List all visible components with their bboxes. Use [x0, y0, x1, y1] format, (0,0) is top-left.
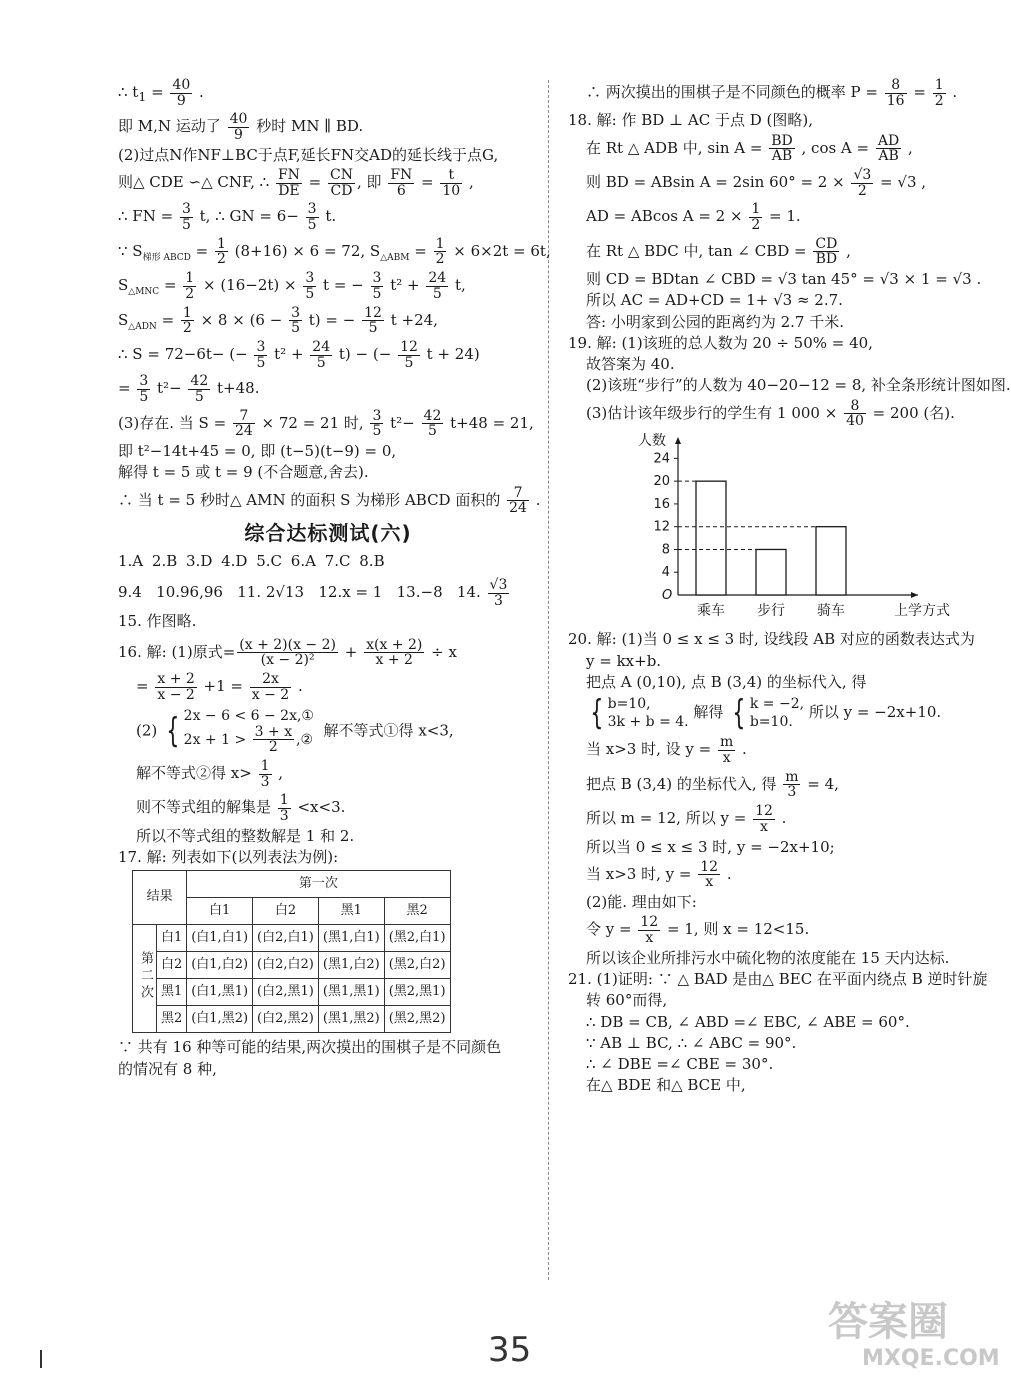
table-row-header: 白1	[156, 925, 186, 952]
table-col-header: 黑1	[318, 898, 384, 925]
table-cell: (黑1,白2)	[318, 952, 384, 979]
x-axis-label: 上学方式	[894, 603, 950, 619]
table-cell: (白2,白2)	[253, 952, 319, 979]
table-cell: (白2,黑2)	[253, 1006, 319, 1033]
bar-chart-svg	[568, 433, 950, 623]
table-cell: (白1,黑2)	[187, 1006, 253, 1033]
table-corner: 结果	[133, 871, 187, 925]
table-cell: (黑2,白2)	[384, 952, 450, 979]
answer-18-tan: 在 Rt △ BDC 中, tan ∠ CBD = $\frac{CD}{BD}$ ,	[586, 235, 851, 268]
table-cell: (白2,白1)	[253, 925, 319, 952]
line-similar: 则△ CDE ∽△ CNF, ∴ $\frac{FN}{DE}$ = $\frac{CN}{CD}$ , 即 $\frac{FN}{6}$ = $\frac{t}{10}$ ,	[118, 167, 474, 199]
left-column	[118, 77, 551, 1078]
table-cell: (黑1,黑2)	[318, 1006, 384, 1033]
answer-16-system: (2) { 2x − 6 < 6 − 2x,① 2x + 1 > $\frac{3 + x}{2}$ ,② 解不等式①得 x<3,	[136, 707, 454, 756]
edge-mark	[40, 1350, 42, 1368]
answer-19-line1: 19. 解: (1)该班的总人数为 20 ÷ 50% = 40,	[568, 333, 873, 352]
line-s-simplified: = $\frac{3}{5}$ t²− $\frac{42}{5}$ t+48.	[118, 373, 260, 405]
table-cell: (黑2,白1)	[384, 925, 450, 952]
answer-17-probability: ∴ 两次摸出的围棋子是不同颜色的概率 P = $\frac{8}{16}$ = $\frac{1}{2}$ .	[586, 77, 958, 109]
x-tick-label: 骑车	[817, 603, 845, 619]
answer-21-line4: ∵ AB ⊥ BC, ∴ ∠ ABC = 90°.	[586, 1033, 797, 1052]
bar-chart	[568, 433, 968, 627]
answer-21-line5: ∴ ∠ DBE =∠ CBE = 30°.	[586, 1055, 774, 1073]
y-tick-label: 20	[653, 474, 670, 490]
answer-19-line2: 故答案为 40.	[586, 355, 675, 374]
answer-18-intro: 18. 解: 作 BD ⊥ AC 于点 D (图略),	[568, 111, 814, 130]
table-cell: (白1,白2)	[187, 952, 253, 979]
bar-2	[756, 549, 786, 595]
page-number: 35	[488, 1330, 532, 1370]
table-col-header: 白1	[187, 898, 253, 925]
table-row	[133, 979, 451, 1006]
answer-18-ad: AD = ABcos A = 2 × $\frac{1}{2}$ = 1.	[586, 201, 801, 234]
table-col-header: 黑2	[384, 898, 450, 925]
table-cell: (白2,黑1)	[253, 979, 319, 1006]
table-row-group: 第二次	[133, 925, 157, 1033]
line-s-mnc: $S_{\triangle MNC}$ = $\frac{1}{2}$ × (16−2t) × $\frac{3}{5}$ t = − $\frac{3}{5}$ t² + $\frac{24}{5}$ t,	[118, 270, 466, 302]
answer-20-conclusion: 所以该企业所排污水中硫化物的浓度能在 15 天内达标.	[586, 948, 950, 967]
bar-1	[696, 481, 726, 595]
line-fn: ∴ FN = $\frac{3}{5}$ t, ∴ GN = 6− $\frac{3}{5}$ t.	[118, 201, 337, 234]
line-t1: ∴ $t_1$ = $\frac{40}{9}$ .	[118, 77, 204, 109]
table-col-header: 白2	[253, 898, 319, 925]
table-row-header: 黑1	[156, 979, 186, 1006]
table-cell: (黑1,黑1)	[318, 979, 384, 1006]
y-axis-arrow	[675, 437, 681, 444]
answer-21-line1: 21. (1)证明: ∵ △ BAD 是由△ BEC 在平面内绕点 B 逆时针旋	[568, 970, 988, 988]
answer-16-solution-set: 则不等式组的解集是 $\frac{1}{3}$ <x<3.	[136, 792, 346, 825]
column-divider	[548, 80, 549, 1280]
answer-20-part2: (2)能. 理由如下:	[586, 893, 697, 912]
line-conclusion: ∴ 当 t = 5 秒时△ AMN 的面积 S 为梯形 ABCD 面积的 $\frac{7}{24}$ .	[118, 484, 541, 517]
answer-19-line3: (2)该班“步行”的人数为 40−20−12 = 8, 补全条形统计图如图.	[586, 376, 1011, 395]
y-axis-label: 人数	[638, 433, 666, 449]
line-mn-parallel: 即 M,N 运动了 $\frac{40}{9}$ 秒时 MN ∥ BD.	[118, 111, 364, 144]
table-row-header: 白2	[156, 952, 186, 979]
answer-18-trig: 在 Rt △ ADB 中, sin A = $\frac{BD}{AB}$ , cos A = $\frac{AD}{AB}$ ,	[586, 132, 913, 165]
answer-21-line3: ∴ DB = CB, ∠ ABD =∠ EBC, ∠ ABE = 60°.	[586, 1012, 910, 1031]
answer-20-m: 所以 m = 12, 所以 y = $\frac{12}{x}$ .	[586, 803, 787, 835]
watermark-logo: 答案圈	[828, 1299, 948, 1345]
x-tick-label: 步行	[757, 603, 785, 619]
answer-20-summary1: 所以当 0 ≤ x ≤ 3 时, y = −2x+10;	[586, 837, 835, 856]
answer-21-line2: 转 60°而得,	[586, 991, 668, 1010]
answer-18-cd: 则 CD = BDtan ∠ CBD = √3 tan 45° = √3 × 1 = √3 .	[586, 270, 982, 289]
y-tick-label: 4	[661, 565, 670, 581]
answers-1-8: 1.A 2.B 3.D 4.D 5.C 6.A 7.C 8.B	[118, 551, 385, 570]
line-part2: (2)过点N作NF⊥BC于点F,延长FN交AD的延长线于点G,	[118, 145, 499, 164]
answer-15: 15. 作图略.	[118, 611, 197, 630]
line-quadratic: 即 t²−14t+45 = 0, 即 (t−5)(t−9) = 0,	[118, 442, 397, 460]
line-s-trapezoid: ∵ $S_{梯形 ABCD}$ = $\frac{1}{2}$ (8+16) × 6 = 72, $S_{\triangle ABM}$ = $\frac{1}{2}$ × 6×2t = 6t,	[118, 235, 551, 268]
line-s-adn: $S_{\triangle ADN}$ = $\frac{1}{2}$ × 8 × (6 − $\frac{3}{5}$ t) = − $\frac{12}{5}$ t +24,	[118, 304, 438, 337]
x-axis-arrow	[911, 592, 918, 598]
answer-18-conclusion: 答: 小明家到公园的距离约为 2.7 千米.	[586, 312, 844, 331]
table-cell: (黑2,黑2)	[384, 1006, 450, 1033]
answer-20-summary2: 当 x>3 时, y = $\frac{12}{x}$ .	[586, 858, 732, 891]
answer-20-line1: 20. 解: (1)当 0 ≤ x ≤ 3 时, 设线段 AB 对应的函数表达式为	[568, 630, 975, 649]
table-cell: (白1,黑1)	[187, 979, 253, 1006]
answer-17-intro: 17. 解: 列表如下(以列表法为例):	[118, 848, 339, 867]
y-tick-label: 16	[653, 496, 670, 512]
y-tick-label: 24	[653, 451, 670, 467]
x-tick-label: 乘车	[697, 603, 725, 619]
table-cell: (黑1,白1)	[318, 925, 384, 952]
table-group-header: 第一次	[187, 871, 450, 898]
answer-17-line2: 的情况有 8 种,	[118, 1059, 217, 1078]
answer-21-line6: 在△ BDE 和△ BCE 中,	[586, 1076, 746, 1095]
table-row	[133, 925, 451, 952]
answer-16-ineq2: 解不等式②得 x> $\frac{1}{3}$ ,	[136, 758, 284, 790]
answer-18-bd: 则 BD = ABsin A = 2sin 60° = 2 × $\frac{√3}{2}$ = √3 ,	[586, 167, 927, 199]
answers-9-14: 9.4 10.96,96 11. 2√13 12.x = 1 13.−8 14. $\frac{√3}{3}$	[118, 577, 508, 609]
answer-20-line3: 把点 A (0,10), 点 B (3,4) 的坐标代入, 得	[586, 672, 867, 691]
bar-3	[816, 527, 846, 595]
answer-20-let: 令 y = $\frac{12}{x}$ = 1, 则 x = 12<15.	[586, 914, 810, 947]
section-title: 综合达标测试(六)	[244, 520, 412, 545]
watermark-url: MXQE.COM	[862, 1346, 1000, 1371]
outcome-table	[132, 870, 451, 1033]
table-cell: (黑2,黑1)	[384, 979, 450, 1006]
answer-20-case2: 当 x>3 时, 设 y = $\frac{m}{x}$ .	[586, 734, 747, 767]
line-part3: (3)存在. 当 S = $\frac{7}{24}$ × 72 = 21 时, $\frac{3}{5}$ t²− $\frac{42}{5}$ t+48 = 21,	[118, 407, 534, 440]
answer-20-line2: y = kx+b.	[586, 651, 662, 670]
answer-16-integers: 所以不等式组的整数解是 1 和 2.	[136, 826, 355, 845]
table-cell: (白1,白1)	[187, 925, 253, 952]
answer-19-line4: (3)估计该年级步行的学生有 1 000 × $\frac{8}{40}$ = 200 (名).	[586, 397, 955, 430]
answer-16-line2: = $\frac{x + 2}{x - 2}$ +1 = $\frac{2x}{x - 2}$ .	[136, 671, 303, 703]
answer-16-line1: 16. 解: (1)原式= $\frac{(x + 2)(x - 2)}{\text{(x − 2)²}}$ + $\frac{x(x + 2)}{x + 2}$ ÷ x	[118, 636, 457, 669]
origin-label: O	[662, 588, 673, 603]
answer-20-sub: 把点 B (3,4) 的坐标代入, 得 $\frac{m}{3}$ = 4,	[586, 768, 839, 801]
table-row-header: 黑2	[156, 1006, 186, 1033]
answer-18-ac: 所以 AC = AD+CD = 1+ √3 ≈ 2.7.	[586, 291, 843, 310]
y-tick-label: 12	[653, 519, 670, 535]
table-row	[133, 952, 451, 979]
line-solution: 解得 t = 5 或 t = 9 (不合题意,舍去).	[118, 463, 369, 482]
table-row	[133, 1006, 451, 1033]
answer-17-line1: ∵ 共有 16 种等可能的结果,两次摸出的围棋子是不同颜色	[118, 1038, 502, 1057]
y-tick-label: 8	[661, 542, 670, 558]
right-column	[568, 77, 1011, 1095]
answer-20-system: { b=10, 3k + b = 4. 解得 { k = −2, b=10. 所以 y = −2x+10.	[590, 693, 942, 734]
line-s-expr: ∴ S = 72−6t− (− $\frac{3}{5}$ t² + $\frac{24}{5}$ t) − (− $\frac{12}{5}$ t + 24)	[118, 338, 480, 371]
